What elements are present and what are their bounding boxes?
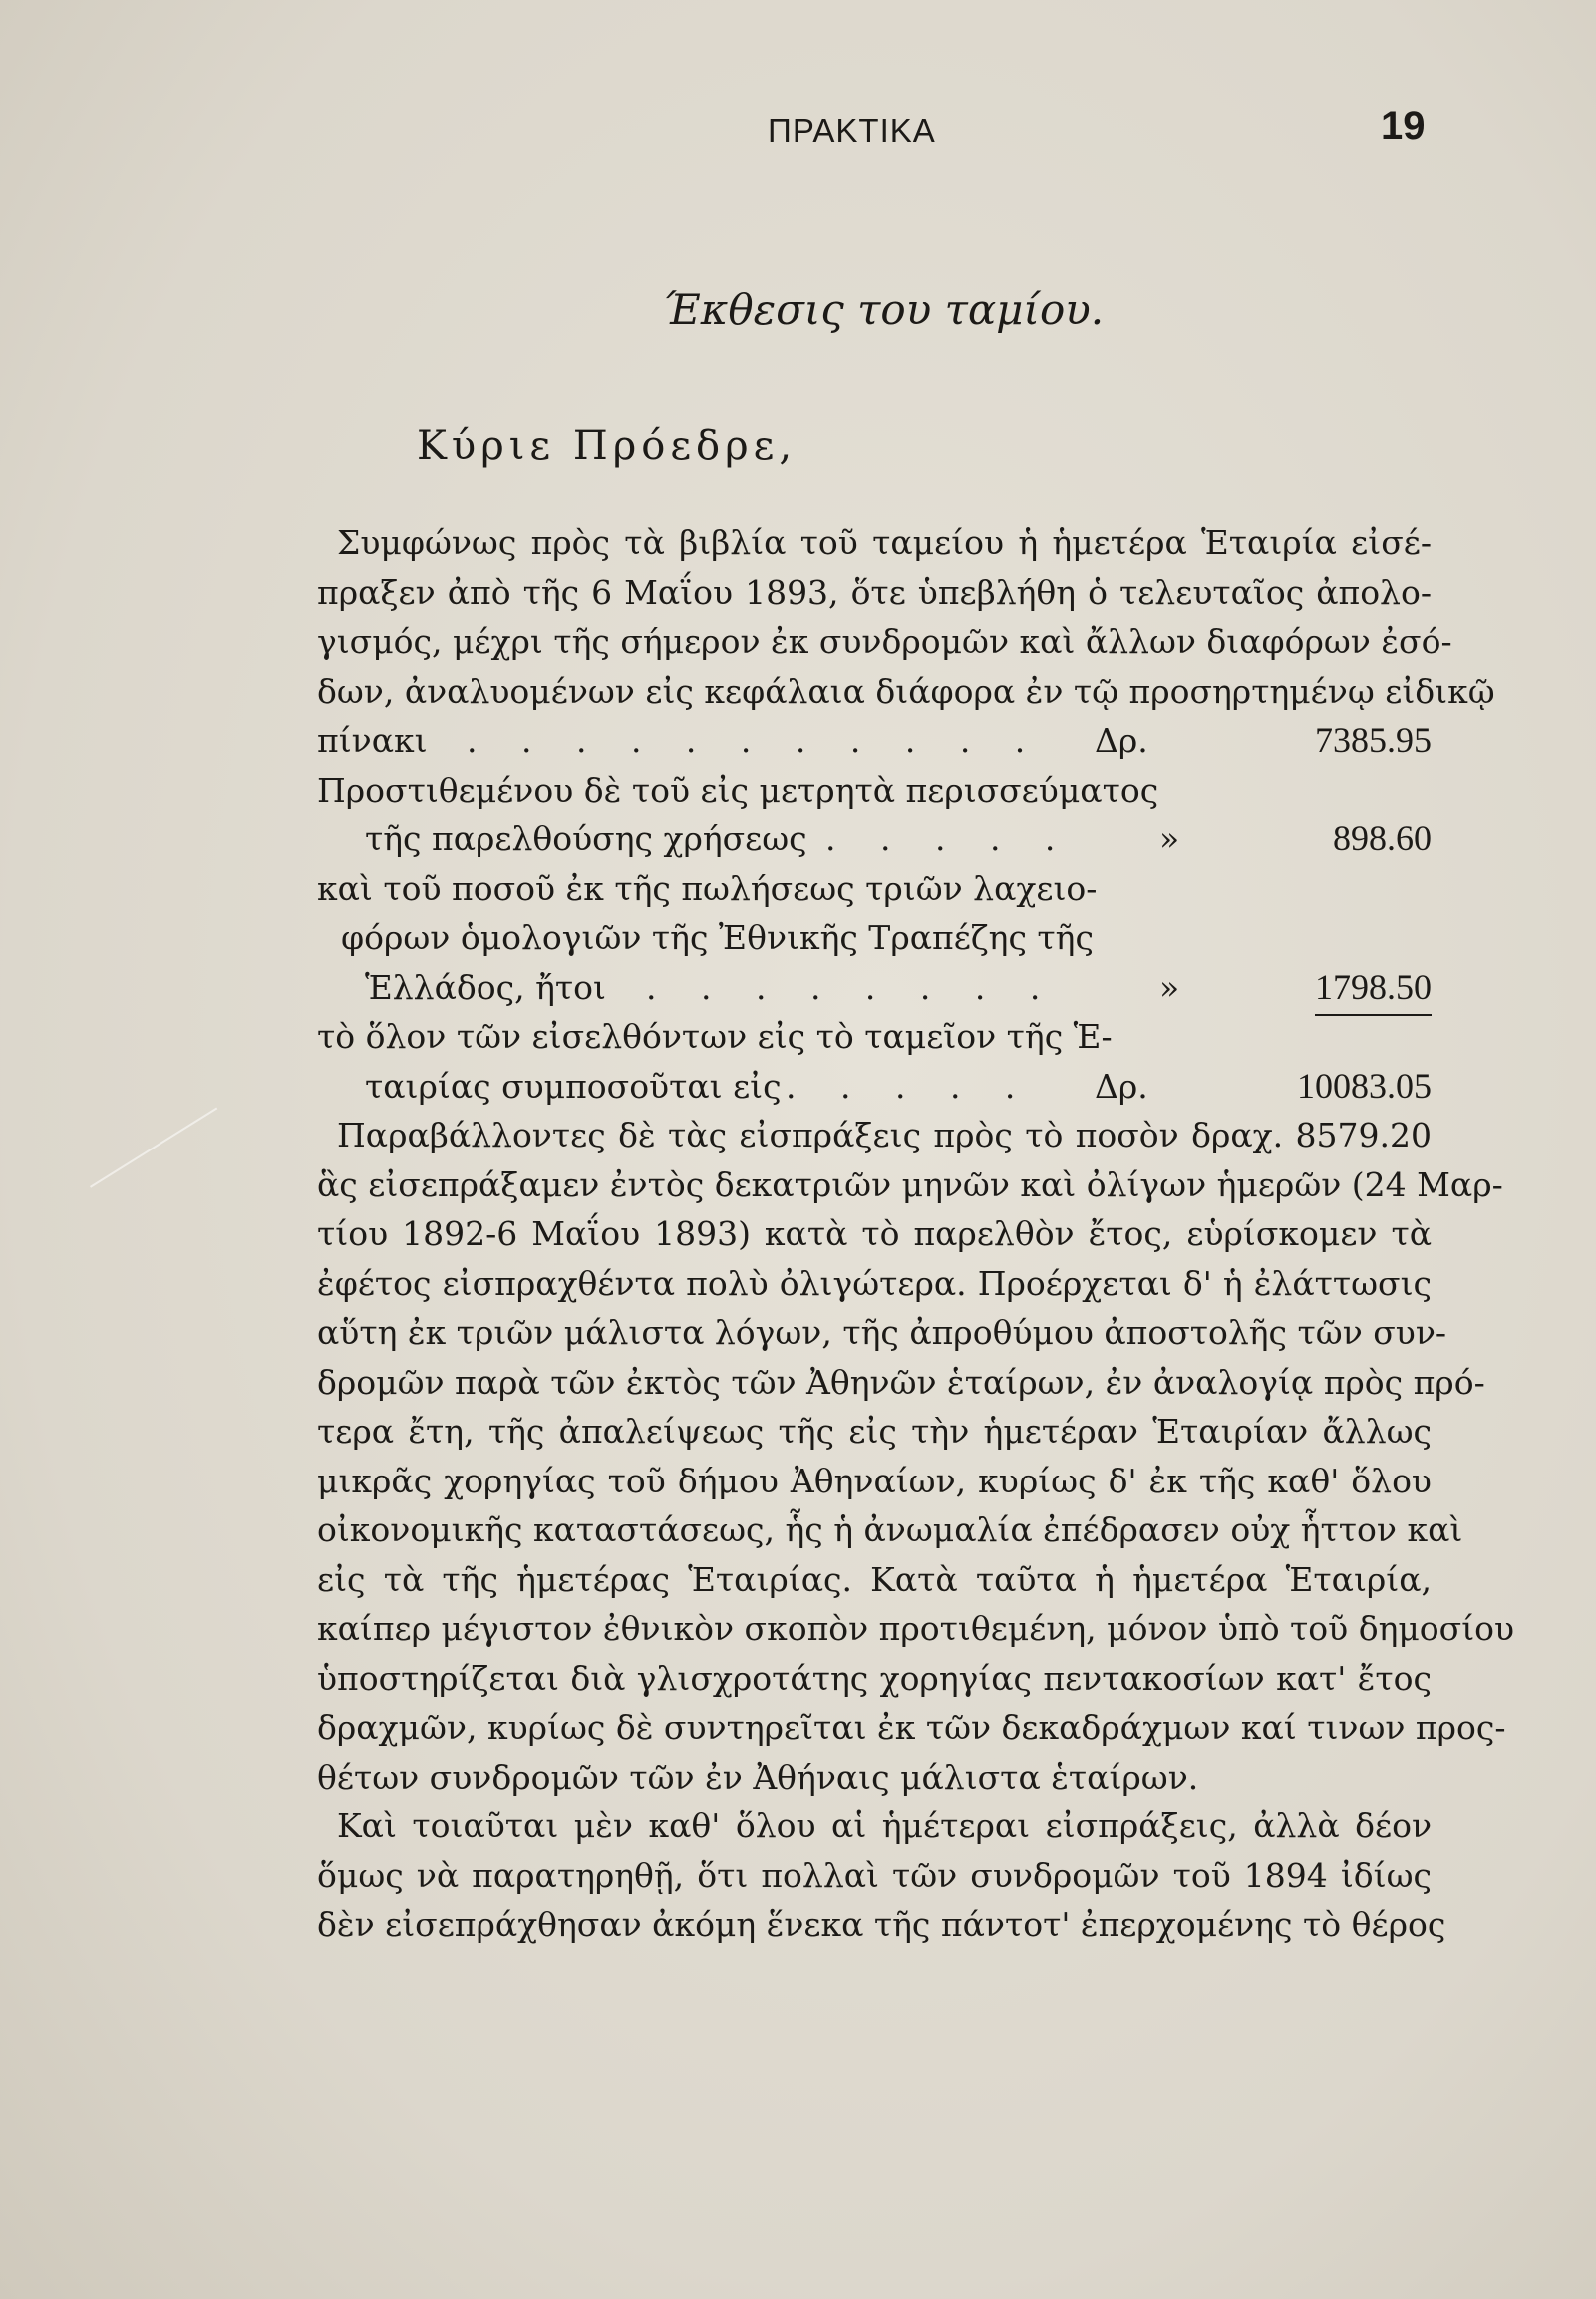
text-line: Παραβάλλοντες δὲ τὰς εἰσπράξεις πρὸς τὸ ποσὸν δραχ. 8579.20 bbox=[337, 1116, 1432, 1154]
text-line: τερα ἔτη, τῆς ἀπαλείψεως τῆς εἰς τὴν ἡμετέραν Ἑταιρίαν ἄλλως bbox=[317, 1412, 1432, 1451]
section-title: Έκθεσις του ταμίου. bbox=[663, 285, 1105, 334]
text-line: ὑποστηρίζεται διὰ γλισχροτάτης χορηγίας πεντακοσίων κατ' ἔτος bbox=[317, 1658, 1432, 1698]
text-line: δραχμῶν, κυρίως δὲ συντηρεῖται ἐκ τῶν δεκαδράχμων καί τινων προς- bbox=[317, 1708, 1506, 1747]
running-header-title: ΠΡΑΚΤΙΚΑ bbox=[768, 112, 936, 149]
ledger-leader-dots: . . . . . bbox=[825, 820, 1073, 858]
ledger-label: Ἑλλάδος, ἤτοι bbox=[365, 967, 606, 1007]
ledger-intro-line: τὸ ὅλον τῶν εἰσελθόντων εἰς τὸ ταμεῖον τῆς Ἑ- bbox=[317, 1017, 1113, 1056]
paper-fold-crease bbox=[90, 1108, 302, 1324]
text-line: εἰς τὰ τῆς ἡμετέρας Ἑταιρίας. Κατὰ ταῦτα ἡ ἡμετέρα Ἑταιρία, bbox=[317, 1559, 1432, 1599]
ledger-leader-dots: . . . . . . . . . . . bbox=[467, 721, 1043, 760]
ledger-row-bonds bbox=[317, 963, 1432, 1013]
text-line: Καὶ τοιαῦται μὲν καθ' ὅλου αἱ ἡμέτεραι εἰσπράξεις, ἀλλὰ δέον bbox=[337, 1806, 1432, 1845]
text-line: οἰκονομικῆς καταστάσεως, ἧς ἡ ἀνωμαλία ἐπέδρασεν οὐχ ἧττον καὶ bbox=[317, 1510, 1463, 1549]
text-line: ἃς εἰσεπράξαμεν ἐντὸς δεκατριῶν μηνῶν καὶ ὀλίγων ἡμερῶν (24 Μαρ- bbox=[317, 1164, 1503, 1204]
text-line: μικρᾶς χορηγίας τοῦ δήμου Ἀθηναίων, κυρίως δ' ἐκ τῆς καθ' ὅλου bbox=[317, 1461, 1432, 1500]
ledger-currency: » bbox=[1159, 967, 1180, 1007]
text-line: θέτων συνδρομῶν τῶν ἐν Ἀθήναις μάλιστα ἑταίρων. bbox=[317, 1757, 1199, 1797]
text-line: ἐφέτος εἰσπραχθέντα πολὺ ὀλιγώτερα. Προέρχεται δ' ἡ ἐλάττωσις bbox=[317, 1263, 1432, 1303]
ledger-intro-line: Προστιθεμένου δὲ τοῦ εἰς μετρητὰ περισσεύματος bbox=[317, 770, 1159, 810]
salutation: Κύριε Πρόεδρε, bbox=[417, 423, 798, 469]
text-line: ὅμως νὰ παρατηρηθῇ, ὅτι πολλαὶ τῶν συνδρομῶν τοῦ 1894 ἰδίως bbox=[317, 1855, 1432, 1895]
text-line: καίπερ μέγιστον ἐθνικὸν σκοπὸν προτιθεμένη, μόνον ὑπὸ τοῦ δημοσίου bbox=[317, 1609, 1515, 1648]
ledger-amount: 1798.50 bbox=[1315, 963, 1432, 1017]
ledger-label: ταιρίας συμποσοῦται εἰς bbox=[365, 1066, 782, 1106]
ledger-amount: 10083.05 bbox=[1297, 1065, 1432, 1106]
ledger-leader-dots: . . . . . . . . bbox=[646, 967, 1058, 1007]
ledger-row-surplus bbox=[317, 815, 1432, 864]
text-line: γισμός, μέχρι τῆς σήμερον ἐκ συνδρομῶν καὶ ἄλλων διαφόρων ἐσό- bbox=[317, 622, 1452, 661]
text-line: δὲν εἰσεπράχθησαν ἀκόμη ἕνεκα τῆς πάντοτ' ἐπερχομένης τὸ θέρος bbox=[317, 1905, 1446, 1944]
text-line: δρομῶν παρὰ τῶν ἐκτὸς τῶν Ἀθηνῶν ἑταίρων, ἐν ἀναλογίᾳ πρὸς πρό- bbox=[317, 1362, 1485, 1402]
text-line: δων, ἀναλυομένων εἰς κεφάλαια διάφορα ἐν τῷ προσηρτημένῳ εἰδικῷ bbox=[317, 671, 1495, 711]
ledger-currency: Δρ. bbox=[1095, 1066, 1148, 1106]
text-line: πραξεν ἀπὸ τῆς 6 Μαΐου 1893, ὅτε ὑπεβλήθη ὁ τελευταῖος ἀπολο- bbox=[317, 572, 1432, 612]
ledger-currency: Δρ. bbox=[1095, 721, 1148, 760]
report-body bbox=[317, 518, 1515, 1950]
ledger-label: πίνακι bbox=[317, 721, 428, 760]
text-line: Συμφώνως πρὸς τὰ βιβλία τοῦ ταμείου ἡ ἡμετέρα Ἑταιρία εἰσέ- bbox=[337, 523, 1432, 562]
ledger-currency: » bbox=[1159, 820, 1180, 858]
ledger-intro-line: καὶ τοῦ ποσοῦ ἐκ τῆς πωλήσεως τριῶν λαχειο- bbox=[317, 868, 1098, 908]
ledger-intro-line: φόρων ὁμολογιῶν τῆς Ἐθνικῆς Τραπέζης τῆς bbox=[341, 918, 1094, 957]
ledger-amount: 898.60 bbox=[1333, 819, 1432, 858]
text-line: αὕτη ἐκ τριῶν μάλιστα λόγων, τῆς ἀπροθύμου ἀποστολῆς τῶν συν- bbox=[317, 1313, 1447, 1352]
ledger-label: τῆς παρελθούσης χρήσεως bbox=[365, 820, 807, 858]
ledger-row-total bbox=[317, 1062, 1432, 1112]
ledger-row-balance bbox=[317, 716, 1432, 766]
page-number: 19 bbox=[1381, 104, 1426, 148]
ledger-amount: 7385.95 bbox=[1315, 720, 1432, 760]
text-line: τίου 1892-6 Μαΐου 1893) κατὰ τὸ παρελθὸν ἔτος, εὑρίσκομεν τὰ bbox=[317, 1214, 1432, 1253]
ledger-leader-dots: . . . . . bbox=[786, 1066, 1033, 1106]
